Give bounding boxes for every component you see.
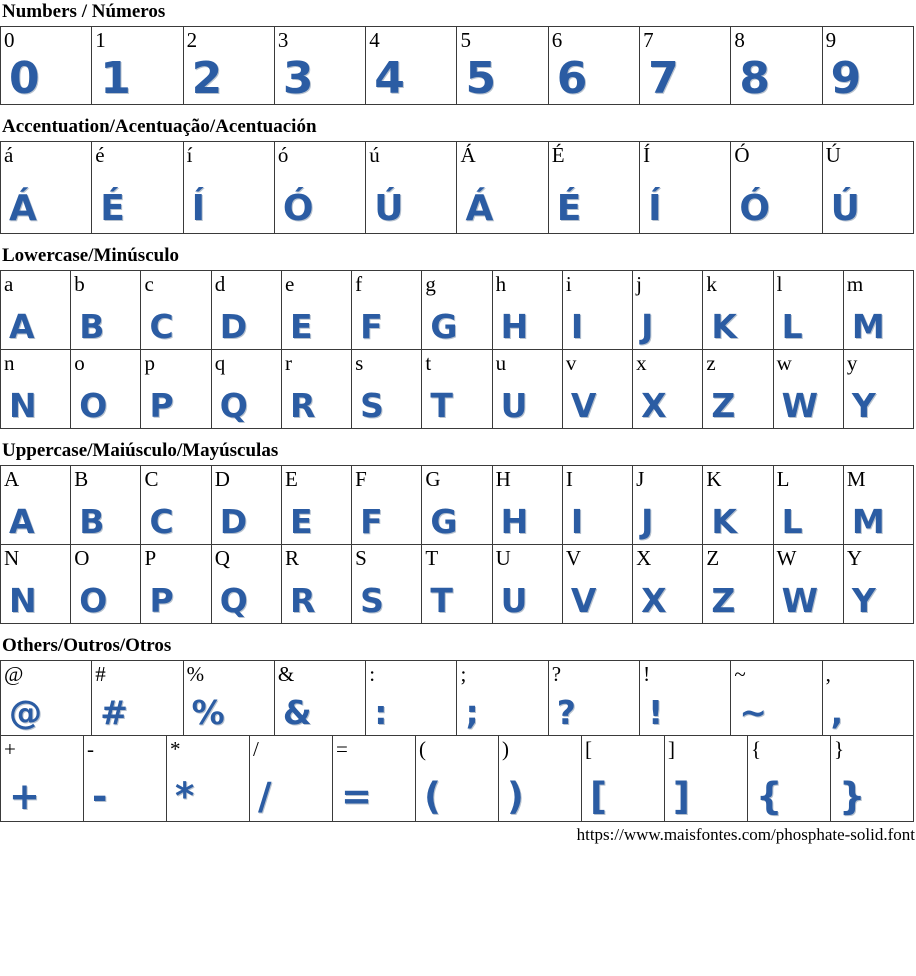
font-glyph: L <box>781 502 803 541</box>
font-glyph: Z <box>711 581 736 620</box>
font-glyph: ? <box>556 693 576 732</box>
char-cell <box>823 661 914 736</box>
font-glyph: R <box>289 386 316 425</box>
char-cell <box>633 271 703 350</box>
char-cell <box>457 661 548 736</box>
reference-character: Z <box>706 546 720 570</box>
reference-character: Y <box>846 546 862 570</box>
font-glyph: F <box>360 502 383 541</box>
char-cell <box>416 736 499 822</box>
char-cell <box>1 545 71 624</box>
font-glyph: N <box>9 581 37 620</box>
reference-character: L <box>776 467 790 491</box>
font-glyph: I <box>570 502 584 541</box>
reference-character: s <box>355 351 364 375</box>
char-cell <box>1 271 71 350</box>
reference-character: y <box>846 351 858 375</box>
char-table-lowercase <box>0 270 914 429</box>
char-row <box>1 27 914 105</box>
font-glyph: C <box>149 307 174 346</box>
font-glyph: S <box>360 386 384 425</box>
section-title-accentuation: Accentuation/Acentuação/Acentuación <box>2 116 317 137</box>
reference-character: n <box>4 351 15 375</box>
font-glyph: ] <box>673 775 690 818</box>
reference-character: D <box>214 467 230 491</box>
font-glyph: 1 <box>100 53 131 104</box>
font-glyph: R <box>289 581 316 620</box>
font-glyph: I <box>570 307 584 346</box>
char-table-numbers <box>0 26 914 105</box>
reference-character: í <box>186 143 193 167</box>
font-glyph: W <box>781 386 818 425</box>
section-title-numbers: Numbers / Números <box>2 1 166 22</box>
font-glyph: 6 <box>556 53 588 104</box>
font-glyph: U <box>500 581 528 620</box>
char-cell <box>422 466 492 545</box>
char-cell <box>184 142 275 234</box>
reference-character: a <box>4 272 14 296</box>
font-glyph: D <box>219 307 248 346</box>
font-glyph: Ú <box>830 188 860 229</box>
font-glyph: A <box>9 502 35 541</box>
char-cell <box>141 545 211 624</box>
reference-character: G <box>425 467 441 491</box>
char-cell <box>282 545 352 624</box>
font-glyph: J <box>641 502 654 541</box>
char-cell <box>275 27 366 105</box>
reference-character: h <box>495 272 507 296</box>
reference-character: Í <box>643 143 651 167</box>
char-cell <box>352 271 422 350</box>
char-cell <box>582 736 665 822</box>
char-row <box>1 271 914 350</box>
reference-character: C <box>144 467 159 491</box>
char-cell <box>731 661 822 736</box>
char-cell <box>633 350 703 429</box>
char-cell <box>366 142 457 234</box>
reference-character: 9 <box>825 28 837 52</box>
char-cell <box>92 661 183 736</box>
font-glyph: & <box>282 693 312 732</box>
char-cell <box>71 350 141 429</box>
font-glyph: } <box>839 775 866 818</box>
reference-character: á <box>4 143 14 167</box>
font-glyph: - <box>92 775 108 818</box>
reference-character: % <box>186 662 205 686</box>
char-table-uppercase <box>0 465 914 624</box>
char-cell <box>184 661 275 736</box>
font-glyph: L <box>781 307 803 346</box>
font-glyph: 2 <box>191 53 223 104</box>
reference-character: b <box>74 272 85 296</box>
char-cell <box>844 271 914 350</box>
section-title-others: Others/Outros/Otros <box>2 635 172 656</box>
char-cell <box>184 27 275 105</box>
font-glyph: O <box>79 581 108 620</box>
font-glyph: A <box>9 307 35 346</box>
char-table-others <box>0 660 914 822</box>
char-cell <box>844 350 914 429</box>
char-cell <box>665 736 748 822</box>
font-glyph: Y <box>851 581 876 620</box>
char-cell <box>422 545 492 624</box>
reference-character: Ú <box>825 143 841 167</box>
char-cell <box>563 271 633 350</box>
font-glyph: Ó <box>739 188 770 229</box>
font-glyph: H <box>500 502 529 541</box>
reference-character: ; <box>460 662 467 686</box>
reference-character: @ <box>4 662 24 686</box>
reference-character: q <box>214 351 226 375</box>
char-cell <box>640 661 731 736</box>
font-glyph: : <box>374 693 388 732</box>
reference-character: F <box>355 467 367 491</box>
reference-character: c <box>144 272 154 296</box>
reference-character: X <box>636 546 652 570</box>
char-cell <box>703 545 773 624</box>
reference-character: g <box>425 272 436 296</box>
reference-character: 8 <box>734 28 745 52</box>
reference-character: É <box>551 143 565 167</box>
reference-character: ( <box>419 737 426 761</box>
font-glyph: ( <box>424 775 441 818</box>
char-cell <box>1 466 71 545</box>
char-cell <box>141 350 211 429</box>
reference-character: # <box>95 662 106 686</box>
reference-character: e <box>284 272 295 296</box>
font-glyph: 7 <box>648 53 679 104</box>
char-cell <box>1 27 92 105</box>
reference-character: t <box>425 351 432 375</box>
font-glyph: F <box>360 307 383 346</box>
reference-character: - <box>87 737 94 761</box>
reference-character: 4 <box>369 28 380 52</box>
char-cell <box>1 142 92 234</box>
char-cell <box>457 142 548 234</box>
reference-character: 5 <box>460 28 471 52</box>
reference-character: * <box>170 737 181 761</box>
font-glyph: B <box>79 502 105 541</box>
font-glyph: X <box>641 581 667 620</box>
char-cell <box>633 545 703 624</box>
char-cell <box>167 736 250 822</box>
char-cell <box>774 350 844 429</box>
reference-character: Ó <box>734 143 750 167</box>
reference-character: W <box>776 546 797 570</box>
char-cell <box>823 142 914 234</box>
reference-character: J <box>636 467 645 491</box>
font-glyph: Ú <box>374 188 404 229</box>
section-title-uppercase: Uppercase/Maiúsculo/Mayúsculas <box>2 440 279 461</box>
font-glyph: ! <box>648 693 664 732</box>
reference-character: 7 <box>643 28 654 52</box>
font-glyph: M <box>851 307 885 346</box>
font-glyph: H <box>500 307 529 346</box>
font-glyph: W <box>781 581 818 620</box>
reference-character: d <box>214 272 226 296</box>
reference-character: B <box>74 467 89 491</box>
char-cell <box>748 736 831 822</box>
font-glyph: Y <box>851 386 876 425</box>
char-cell <box>212 466 282 545</box>
font-glyph: 5 <box>465 53 497 104</box>
font-glyph: S <box>360 581 384 620</box>
char-cell <box>549 27 640 105</box>
font-glyph: E <box>289 307 313 346</box>
reference-character: 2 <box>186 28 198 52</box>
font-glyph: ; <box>465 693 479 732</box>
reference-character: ! <box>643 662 651 686</box>
char-cell <box>352 350 422 429</box>
char-cell <box>212 545 282 624</box>
font-glyph: 9 <box>830 53 862 104</box>
char-cell <box>549 142 640 234</box>
reference-character: o <box>74 351 85 375</box>
char-cell <box>71 466 141 545</box>
reference-character: z <box>706 351 716 375</box>
char-cell <box>366 27 457 105</box>
char-cell <box>844 466 914 545</box>
char-cell <box>774 271 844 350</box>
reference-character: I <box>565 467 573 491</box>
char-cell <box>731 27 822 105</box>
reference-character: p <box>144 351 155 375</box>
reference-character: Q <box>214 546 230 570</box>
font-glyph: Á <box>465 188 494 229</box>
char-cell <box>774 466 844 545</box>
char-cell <box>823 27 914 105</box>
font-glyph: + <box>9 775 41 818</box>
font-glyph: Ó <box>282 188 314 229</box>
char-cell <box>422 271 492 350</box>
footer-url: https://www.maisfontes.com/phosphate-solid.font <box>576 825 915 844</box>
reference-character: u <box>495 351 507 375</box>
char-cell <box>457 27 548 105</box>
char-cell <box>640 142 731 234</box>
char-cell <box>84 736 167 822</box>
reference-character: / <box>253 737 259 761</box>
font-glyph: U <box>500 386 528 425</box>
font-glyph: J <box>641 307 654 346</box>
reference-character: P <box>144 546 157 570</box>
reference-character: ] <box>668 737 675 761</box>
font-glyph: D <box>219 502 248 541</box>
section-title-lowercase: Lowercase/Minúsculo <box>2 245 179 266</box>
font-glyph: Á <box>9 188 37 229</box>
reference-character: j <box>636 272 642 296</box>
reference-character: m <box>846 272 864 296</box>
char-row <box>1 661 914 736</box>
reference-character: U <box>495 546 511 570</box>
font-glyph: T <box>430 386 453 425</box>
char-cell <box>250 736 333 822</box>
font-glyph: K <box>711 502 737 541</box>
char-cell <box>703 271 773 350</box>
font-glyph: M <box>851 502 885 541</box>
font-glyph: @ <box>9 693 42 732</box>
font-specimen-page <box>0 1 914 822</box>
reference-character: & <box>277 662 295 686</box>
char-cell <box>92 142 183 234</box>
font-glyph: [ <box>590 775 607 818</box>
char-cell <box>422 350 492 429</box>
char-cell <box>493 271 563 350</box>
char-cell <box>141 271 211 350</box>
font-glyph: = <box>341 775 373 818</box>
char-row <box>1 350 914 429</box>
char-cell <box>493 466 563 545</box>
reference-character: = <box>336 737 348 761</box>
font-glyph: { <box>756 775 783 818</box>
char-cell <box>352 545 422 624</box>
reference-character: k <box>706 272 717 296</box>
reference-character: 6 <box>551 28 563 52</box>
font-glyph: , <box>830 693 844 732</box>
font-glyph: K <box>711 307 737 346</box>
char-cell <box>774 545 844 624</box>
font-glyph: N <box>9 386 37 425</box>
reference-character: } <box>834 737 845 761</box>
reference-character: ) <box>502 737 509 761</box>
font-glyph: Z <box>711 386 736 425</box>
reference-character: : <box>369 662 376 686</box>
char-cell <box>333 736 416 822</box>
char-cell <box>212 271 282 350</box>
char-cell <box>563 350 633 429</box>
reference-character: 1 <box>95 28 106 52</box>
font-glyph: E <box>289 502 313 541</box>
font-glyph: 4 <box>374 53 405 104</box>
char-cell <box>212 350 282 429</box>
char-table-accentuation <box>0 141 914 234</box>
char-row <box>1 142 914 234</box>
reference-character: V <box>565 546 582 570</box>
char-cell <box>703 350 773 429</box>
font-glyph: P <box>149 581 174 620</box>
reference-character: ~ <box>734 662 746 686</box>
char-cell <box>282 466 352 545</box>
font-glyph: Í <box>191 188 205 229</box>
char-cell <box>71 545 141 624</box>
reference-character: ú <box>369 143 380 167</box>
char-cell <box>640 27 731 105</box>
reference-character: é <box>95 143 105 167</box>
char-cell <box>282 350 352 429</box>
char-row <box>1 545 914 624</box>
reference-character: w <box>776 351 792 375</box>
char-cell <box>275 661 366 736</box>
reference-character: ó <box>277 143 289 167</box>
font-glyph: Q <box>219 386 248 425</box>
font-glyph: 3 <box>282 53 314 104</box>
char-cell <box>366 661 457 736</box>
font-glyph: G <box>430 502 458 541</box>
char-cell <box>493 350 563 429</box>
font-glyph: Q <box>219 581 248 620</box>
char-cell <box>499 736 582 822</box>
font-glyph: * <box>175 775 195 818</box>
font-glyph: É <box>100 188 125 229</box>
reference-character: E <box>284 467 298 491</box>
reference-character: l <box>776 272 783 296</box>
char-cell <box>141 466 211 545</box>
font-glyph: P <box>149 386 174 425</box>
reference-character: { <box>751 737 762 761</box>
reference-character: T <box>425 546 439 570</box>
reference-character: A <box>4 467 20 491</box>
char-cell <box>703 466 773 545</box>
reference-character: O <box>74 546 90 570</box>
reference-character: H <box>495 467 511 491</box>
char-cell <box>831 736 914 822</box>
reference-character: i <box>565 272 572 296</box>
font-glyph: / <box>258 775 272 818</box>
font-glyph: É <box>556 188 582 229</box>
font-glyph: ) <box>507 775 524 818</box>
char-cell <box>549 661 640 736</box>
char-cell <box>844 545 914 624</box>
font-glyph: Í <box>648 188 662 229</box>
font-glyph: # <box>100 693 128 732</box>
char-cell <box>352 466 422 545</box>
reference-character: ? <box>551 662 562 686</box>
font-glyph: C <box>149 502 174 541</box>
reference-character: R <box>284 546 299 570</box>
reference-character: K <box>706 467 722 491</box>
font-glyph: % <box>191 693 225 732</box>
reference-character: [ <box>585 737 592 761</box>
font-glyph: G <box>430 307 458 346</box>
char-cell <box>493 545 563 624</box>
reference-character: f <box>355 272 363 296</box>
char-cell <box>1 350 71 429</box>
reference-character: + <box>4 737 16 761</box>
reference-character: x <box>636 351 647 375</box>
reference-character: M <box>846 467 866 491</box>
reference-character: v <box>565 351 577 375</box>
font-glyph: O <box>79 386 108 425</box>
char-cell <box>563 545 633 624</box>
char-row <box>1 736 914 822</box>
font-glyph: ~ <box>739 693 768 732</box>
char-cell <box>731 142 822 234</box>
char-cell <box>92 27 183 105</box>
font-glyph: 8 <box>739 53 770 104</box>
font-glyph: V <box>570 386 597 425</box>
reference-character: r <box>284 351 292 375</box>
reference-character: N <box>4 546 20 570</box>
reference-character: Á <box>460 143 476 167</box>
reference-character: 0 <box>4 28 15 52</box>
char-cell <box>1 736 84 822</box>
font-glyph: B <box>79 307 105 346</box>
reference-character: 3 <box>277 28 289 52</box>
reference-character: S <box>355 546 367 570</box>
char-cell <box>275 142 366 234</box>
char-cell <box>633 466 703 545</box>
font-glyph: X <box>641 386 667 425</box>
char-cell <box>71 271 141 350</box>
reference-character: , <box>825 662 831 686</box>
char-cell <box>563 466 633 545</box>
char-cell <box>282 271 352 350</box>
font-glyph: T <box>430 581 453 620</box>
char-row <box>1 466 914 545</box>
char-cell <box>1 661 92 736</box>
font-glyph: 0 <box>9 53 40 104</box>
font-glyph: V <box>570 581 597 620</box>
